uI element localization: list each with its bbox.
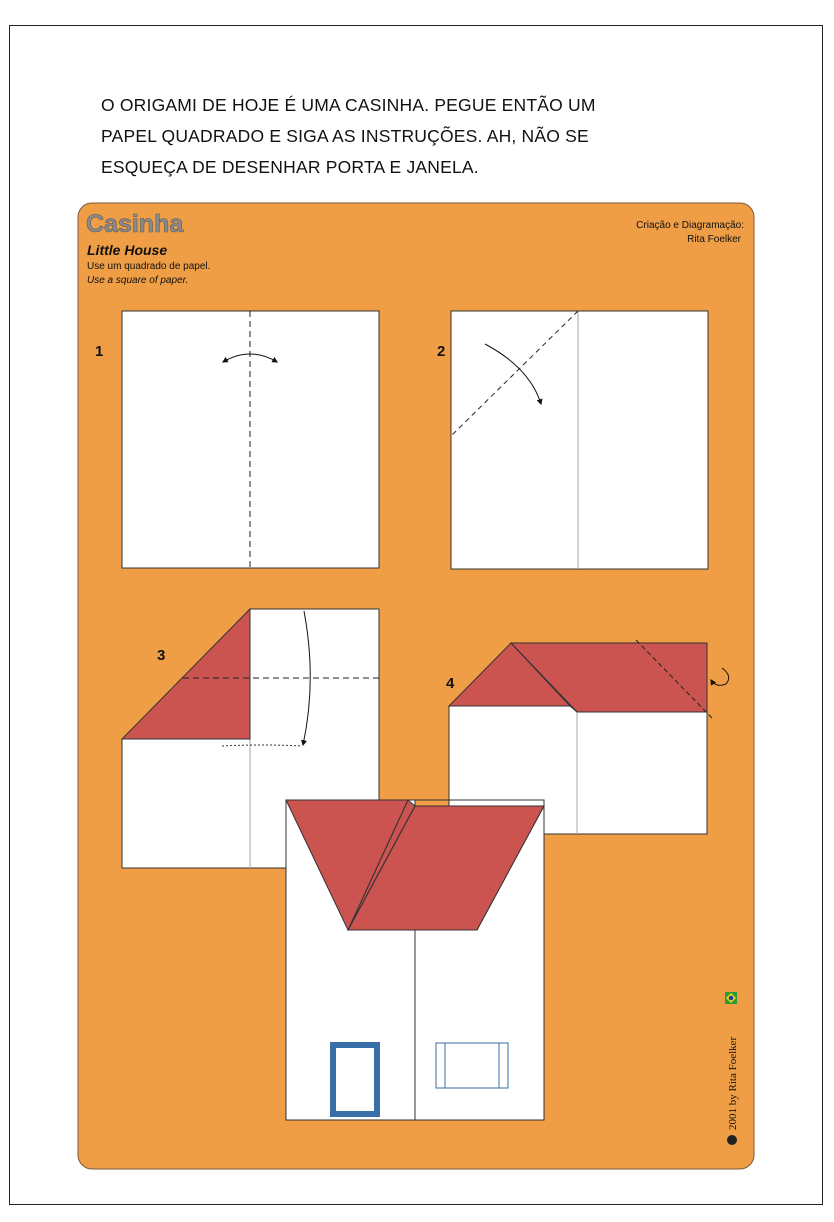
step-4 xyxy=(446,640,729,834)
credit-line-1: Criação e Diagramação: xyxy=(636,220,744,231)
step-number-3: 3 xyxy=(157,647,166,664)
paper-square xyxy=(451,311,708,569)
instruction-pt: Use um quadrado de papel. xyxy=(87,261,211,272)
intro-line-1: O ORIGAMI DE HOJE É UMA CASINHA. PEGUE ENTÃO UM xyxy=(101,95,596,115)
step-number-2: 2 xyxy=(437,343,446,360)
step-2 xyxy=(437,311,708,569)
brazil-flag-icon xyxy=(725,992,737,1004)
step-number-4: 4 xyxy=(446,675,455,692)
copyright-text: 2001 by Rita Foelker xyxy=(727,1036,739,1130)
diagram-title: Casinha xyxy=(86,210,184,238)
intro-line-3: ESQUEÇA DE DESENHAR PORTA E JANELA. xyxy=(101,157,479,177)
diagram-subtitle: Little House xyxy=(87,242,168,258)
step-1 xyxy=(95,311,379,568)
step-number-1: 1 xyxy=(95,343,104,360)
final-house xyxy=(286,800,544,1120)
intro-line-2: PAPEL QUADRADO E SIGA AS INSTRUÇÕES. AH, NÃO SE xyxy=(101,126,589,146)
paper-square xyxy=(122,311,379,568)
credit-line-2: Rita Foelker xyxy=(687,234,741,245)
instruction-en: Use a square of paper. xyxy=(87,275,189,286)
copyright-icon xyxy=(727,1135,737,1145)
